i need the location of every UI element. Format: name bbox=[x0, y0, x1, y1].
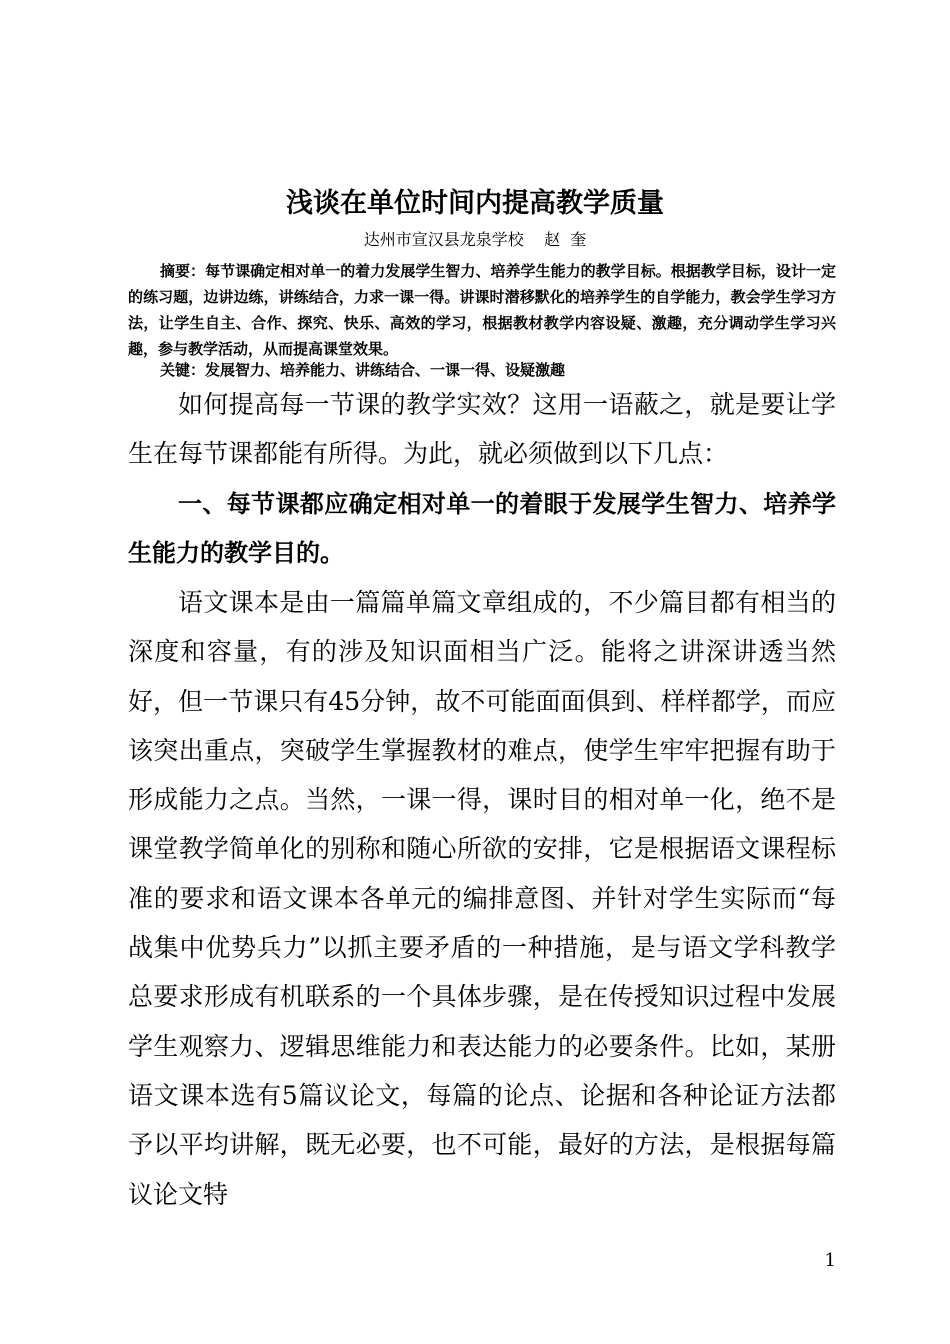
keywords: 关键：发展智力、培养能力、讲练结合、一课一得、设疑激趣 bbox=[160, 361, 566, 379]
intro-paragraph: 如何提高每一节课的教学实效？这用一语蔽之，就是要让学生在每节课都能有所得。为此，就必须做到以下几点： bbox=[128, 390, 836, 469]
document-title: 浅谈在单位时间内提高教学质量 bbox=[286, 188, 664, 219]
page-number: 1 bbox=[824, 1250, 836, 1271]
body-paragraph: 语文课本是由一篇篇单篇文章组成的，不少篇目都有相当的深度和容量，有的涉及知识面相当广泛。能将之讲深讲透当然好，但一节课只有45分钟，故不可能面面俱到、样样都学，而应该突出重点，突破学生掌握教材的难点，使学生牢牢把握有助于形成能力之点。当然，一课一得，课时目的相对单一化，绝不是课堂教学简单化的别称和随心所欲的安排，它是根据语文课程标准的要求和语文课本各单元的编排意图、并针对学生实际而“每战集中优势兵力”以抓主要矛盾的一种措施，是与语文学科教学总要求形成有机联系的一个具体步骤，是在传授知识过程中发展学生观察力、逻辑思维能力和表达能力的必要条件。比如，某册语文课本选有5篇议论文，每篇的论点、论据和各种论证方法都予以平均讲解，既无必要，也不可能，最好的方法，是根据每篇议论文特 bbox=[128, 588, 836, 1209]
abstract bbox=[128, 258, 836, 362]
section-heading-1: 一、每节课都应确定相对单一的着眼于发展学生智力、培养学生能力的教学目的。 bbox=[128, 490, 836, 567]
abstract-text: 摘要：每节课确定相对单一的着力发展学生智力、培养学生能力的教学目标。根据教学目标，设计一定的练习题，边讲边练，讲练结合，力求一课一得。讲课时潜移默化的培养学生的自学能力，教会学生学习方法，让学生自主、合作、探究、快乐、高效的学习，根据教材教学内容设疑、激趣，充分调动学生学习兴趣，参与教学活动，从而提高课堂效果。 bbox=[128, 262, 836, 358]
author-line: 达州市宣汉县龙泉学校 赵 奎 bbox=[363, 230, 587, 249]
